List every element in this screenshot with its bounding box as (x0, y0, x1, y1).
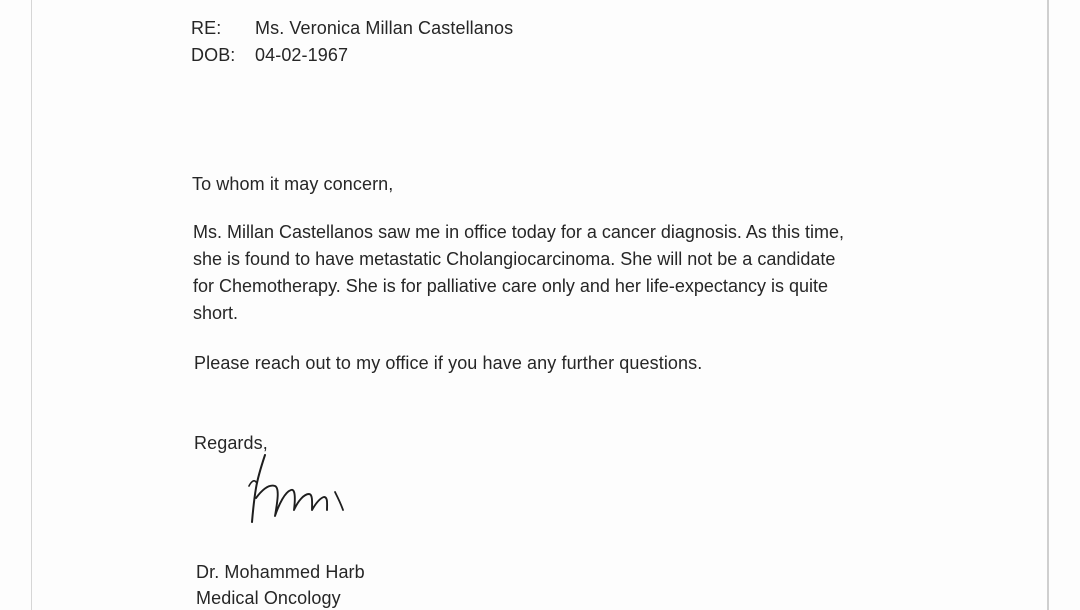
patient-name: Ms. Veronica Millan Castellanos (255, 18, 514, 38)
signer-name: Dr. Mohammed Harb (196, 562, 365, 582)
body-line: short. (193, 303, 239, 323)
regards: Regards, (194, 433, 268, 453)
page-right-edge (1047, 0, 1049, 610)
page-left-edge (31, 0, 32, 610)
body-line: Ms. Millan Castellanos saw me in office today for a cancer diagnosis. As this time, (193, 222, 844, 242)
body-line: for Chemotherapy. She is for palliative care only and her life-expectancy is quite (193, 276, 828, 296)
dob-label: DOB: (191, 45, 236, 65)
closing-paragraph: Please reach out to my office if you have any further questions. (194, 353, 703, 373)
re-label: RE: (191, 18, 222, 38)
signer-department: Medical Oncology (196, 588, 341, 608)
body-line: she is found to have metastatic Cholangiocarcinoma. She will not be a candidate (193, 249, 836, 269)
patient-dob: 04-02-1967 (255, 45, 349, 65)
signature-icon (245, 452, 355, 530)
salutation: To whom it may concern, (192, 174, 394, 194)
body-paragraph (193, 219, 913, 327)
